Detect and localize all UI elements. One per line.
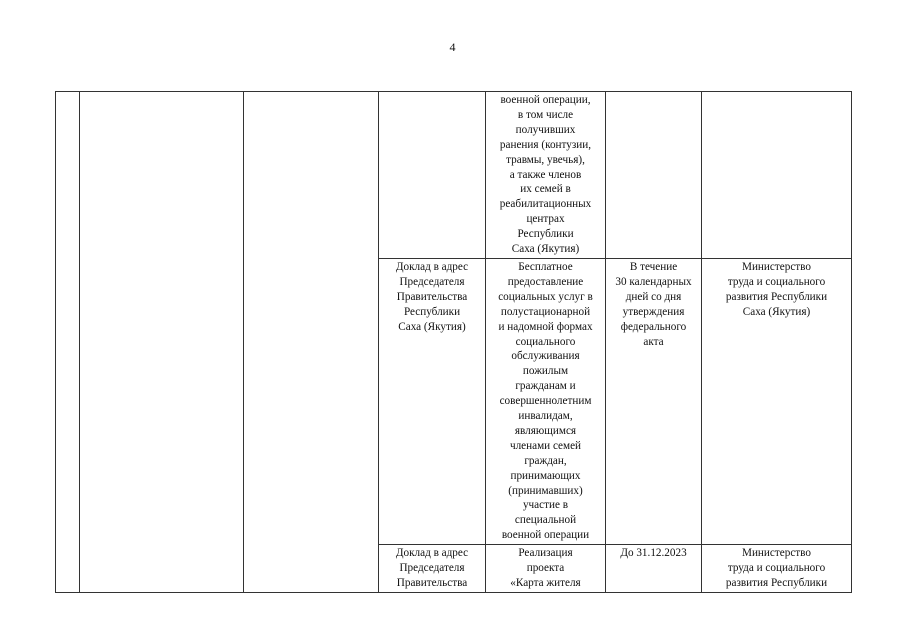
deadline-cell — [606, 92, 702, 259]
report-form-cell: Доклад в адрес Председателя Правительства — [379, 545, 486, 593]
row-number-cell — [56, 92, 80, 593]
measures-table — [55, 91, 852, 593]
responsible-cell: Министерство труда и социального развития Республики — [702, 545, 852, 593]
table-row — [56, 92, 852, 259]
expected-result-cell — [244, 92, 379, 593]
responsible-cell: Министерство труда и социального развития Республики Саха (Якутия) — [702, 258, 852, 544]
measure-description-cell: военной операции, в том числе получивших ранения (контузии, травмы, увечья), а также членов их семей в реабилитационных центрах Республики Саха (Якутия) — [486, 92, 606, 259]
page-number: 4 — [449, 40, 456, 54]
report-form-cell — [379, 92, 486, 259]
deadline-cell: До 31.12.2023 — [606, 545, 702, 593]
report-form-cell: Доклад в адрес Председателя Правительства Республики Саха (Якутия) — [379, 258, 486, 544]
event-name-cell — [80, 92, 244, 593]
responsible-cell — [702, 92, 852, 259]
measure-description-cell: Реализация проекта «Карта жителя — [486, 545, 606, 593]
deadline-cell: В течение 30 календарных дней со дня утверждения федерального акта — [606, 258, 702, 544]
measure-description-cell: Бесплатное предоставление социальных услуг в полустационарной и надомной формах социального обслуживания пожилым гражданам и совершеннолетним инвалидам, являющимся членами семей граждан, принимающих (принимавших) участие в специальной военной операции — [486, 258, 606, 544]
